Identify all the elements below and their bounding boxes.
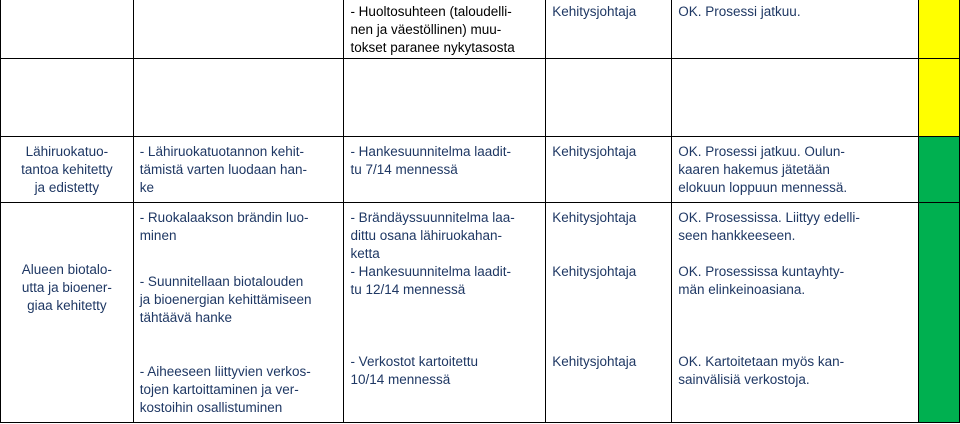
goal-line: Alueen biotalo- [21, 262, 112, 277]
action-cell [133, 137, 344, 203]
status-color-indicator [918, 0, 959, 59]
measure-line: 10/14 mennessä [350, 372, 451, 387]
measure-cell [344, 0, 546, 59]
responsible-cell [546, 203, 672, 423]
measure-line: tu 12/14 mennessä [350, 282, 466, 297]
measure-line: tokset paranee nykytasosta [350, 40, 515, 55]
action-cell [133, 203, 344, 423]
action-line: minen [139, 228, 177, 243]
action-line: - Ruokalaakson brändin luo- [139, 210, 309, 225]
measure-line: tu 7/14 mennessä [350, 162, 458, 177]
status-line: OK. Prosessissa. Liittyy edelli- [678, 210, 860, 225]
status-cell [672, 137, 918, 203]
status-line: OK. Prosessissa kuntayhty- [678, 264, 845, 279]
goal-line: tantoa kehitetty [21, 161, 113, 177]
responsible-text: Kehitysjohtaja [552, 354, 637, 369]
measure-cell [344, 203, 546, 423]
action-line: ke [139, 180, 154, 195]
status-line: sainvälisiä verkostoja. [678, 372, 810, 387]
action-line: - Lähiruokatuotannon kehit- [139, 144, 305, 159]
goal-line: ja edistetty [34, 179, 100, 195]
action-line: tähtäävä hanke [139, 310, 233, 325]
responsible-cell [546, 0, 672, 59]
responsible-cell [546, 137, 672, 203]
action-line: - Aiheeseen liittyvien verkos- [139, 364, 311, 379]
status-color-indicator [918, 137, 959, 203]
responsible-text: Kehitysjohtaja [552, 264, 637, 279]
goal-line: utta ja bioener- [21, 280, 112, 295]
measure-line: nen ja väestöllinen) muu- [350, 22, 502, 37]
status-line: män elinkeinoasiana. [678, 282, 806, 297]
status-cell [672, 0, 918, 59]
goal-cell [1, 0, 134, 59]
action-line: kostoihin osallistuminen [139, 400, 283, 415]
action-line: tämistä varten luodaan han- [139, 162, 308, 177]
table-row [1, 0, 960, 59]
status-line: OK. Prosessi jatkuu. Oulun- [678, 144, 845, 159]
action-line: ja bioenergian kehittämiseen [139, 292, 312, 307]
action-line: tojen kartoittaminen ja ver- [139, 382, 299, 397]
measure-line: - Brändäyssuunnitelma laa- [350, 210, 515, 225]
measure-line: - Huoltosuhteen (taloudelli- [350, 4, 512, 19]
responsible-text: Kehitysjohtaja [552, 210, 637, 225]
goal-cell [1, 203, 134, 423]
status-color-indicator [918, 203, 959, 423]
status-cell [672, 203, 918, 423]
measure-line: - Verkostot kartoitettu [350, 354, 478, 369]
measure-line: dittu osana lähiruokahan- [350, 228, 503, 243]
status-line: seen hankkeeseen. [678, 228, 796, 243]
measure-line: - Hankesuunnitelma laadit- [350, 144, 512, 159]
goal-line: Lähiruokatuo- [25, 143, 109, 159]
responsible-text: Kehitysjohtaja [552, 4, 637, 19]
goal-cell [1, 137, 134, 203]
table-row [1, 203, 960, 423]
table-row [1, 137, 960, 203]
measure-line: - Hankesuunnitelma laadit- [350, 264, 512, 279]
action-line: - Suunnitellaan biotalouden [139, 274, 304, 289]
goal-line: giaa kehitetty [27, 298, 107, 313]
measure-cell [344, 137, 546, 203]
responsible-text: Kehitysjohtaja [552, 144, 637, 159]
status-line: OK. Prosessi jatkuu. [678, 4, 801, 19]
measure-line: ketta [350, 246, 380, 261]
status-line: OK. Kartoitetaan myös kan- [678, 354, 845, 369]
status-line: kaaren hakemus jätetään [678, 162, 830, 177]
action-cell [133, 0, 344, 59]
status-line: elokuun loppuun mennessä. [678, 180, 848, 195]
